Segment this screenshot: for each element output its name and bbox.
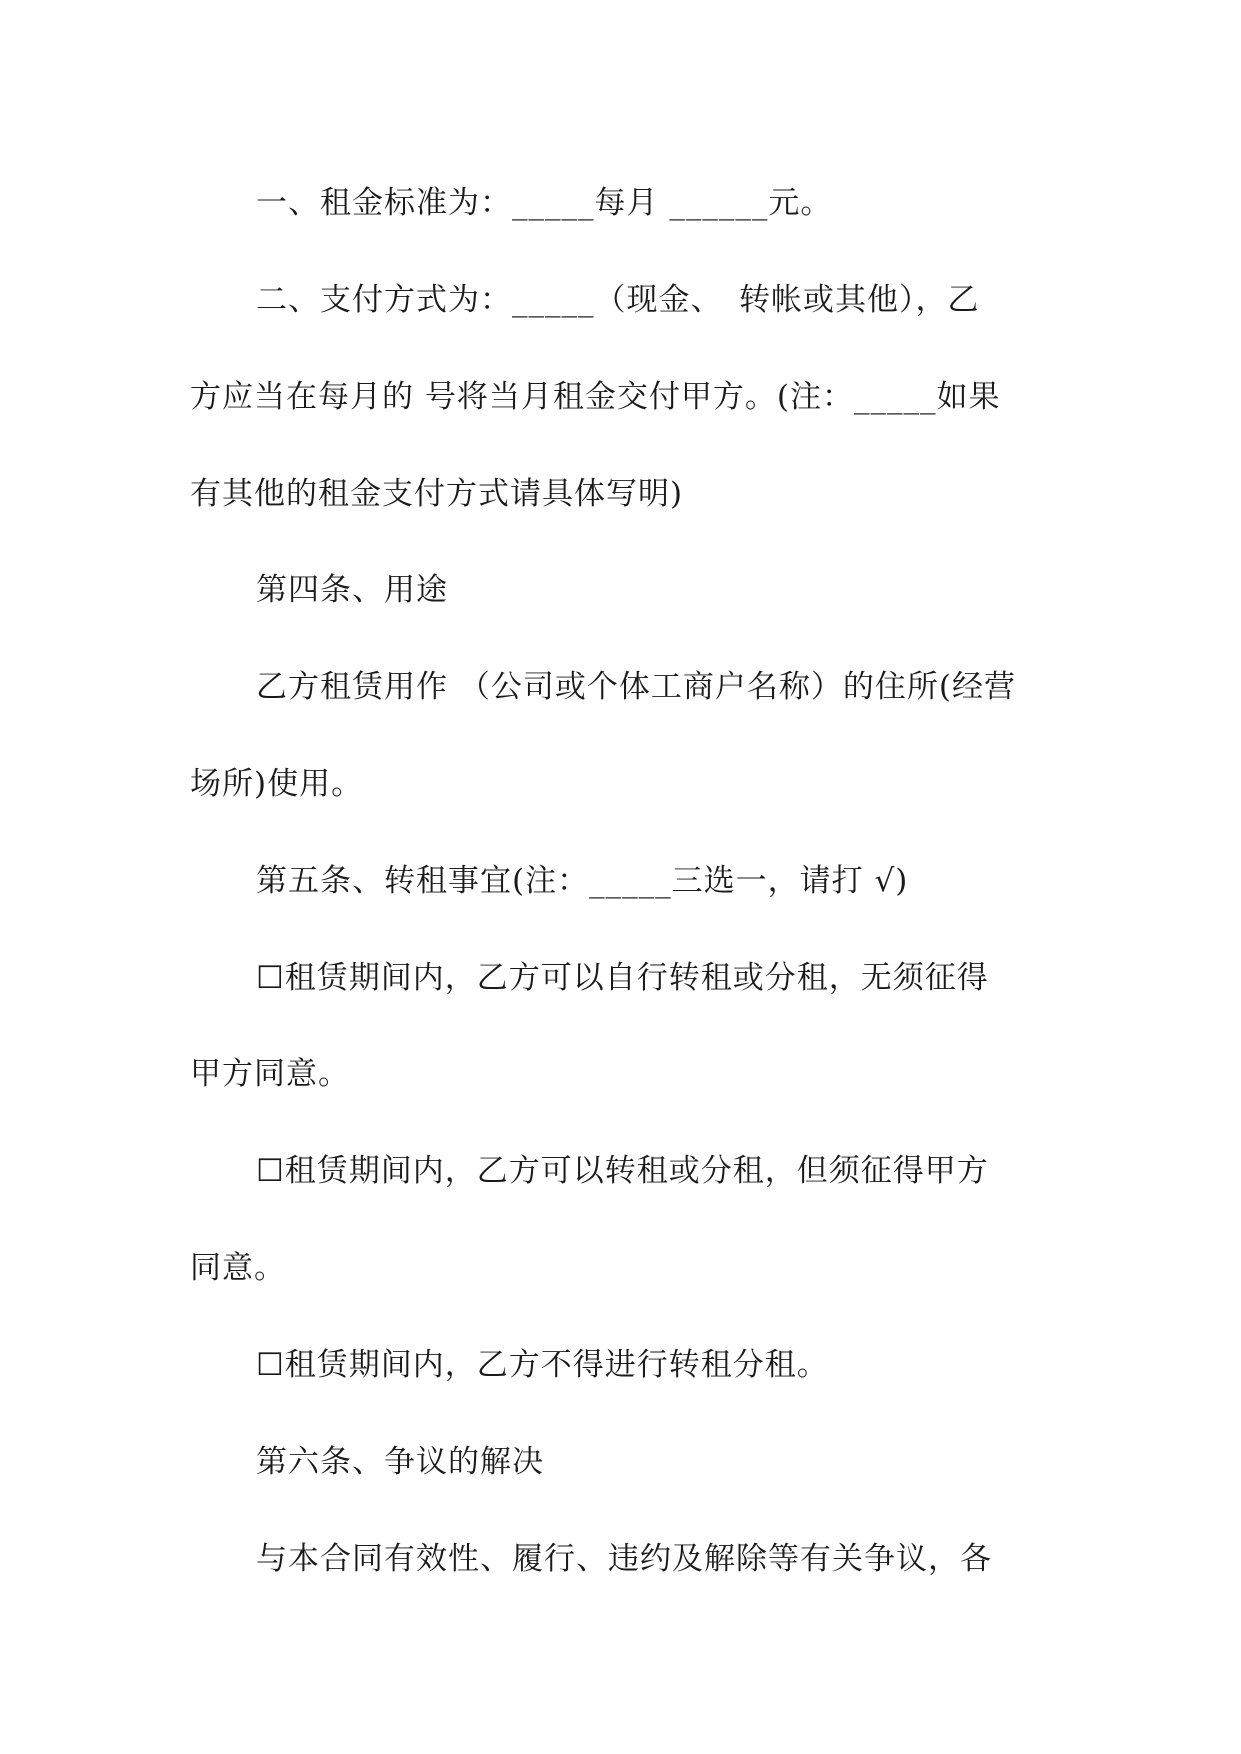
- article-four-heading: 第四条、用途: [256, 572, 448, 608]
- dispute-resolution-line: 与本合同有效性、履行、违约及解除等有关争议，各: [256, 1541, 992, 1577]
- article-five-heading: 第五条、转租事宜(注：_____三选一，请打 √): [256, 863, 909, 899]
- usage-line: 乙方租赁用作 （公司或个体工商户名称）的住所(经营: [256, 669, 1016, 705]
- payment-day-line: 方应当在每月的 号将当月租金交付甲方。(注：_____如果: [190, 379, 1001, 415]
- sublease-option-three: ☐租赁期间内，乙方不得进行转租分租。: [256, 1347, 829, 1383]
- article-six-heading: 第六条、争议的解决: [256, 1444, 544, 1480]
- payment-note-line: 有其他的租金支付方式请具体写明): [190, 476, 684, 512]
- sublease-option-two: ☐租赁期间内，乙方可以转租或分租，但须征得甲方: [256, 1153, 989, 1189]
- sublease-option-two-continuation: 同意。: [190, 1250, 286, 1286]
- usage-continuation-line: 场所)使用。: [190, 766, 364, 802]
- sublease-option-one: ☐租赁期间内，乙方可以自行转租或分租，无须征得: [256, 960, 989, 996]
- payment-method-line: 二、支付方式为：_____（现金、 转帐或其他），乙: [256, 282, 980, 318]
- rent-standard-line: 一、租金标准为：_____每月 ______元。: [256, 185, 833, 221]
- sublease-option-one-continuation: 甲方同意。: [190, 1056, 350, 1092]
